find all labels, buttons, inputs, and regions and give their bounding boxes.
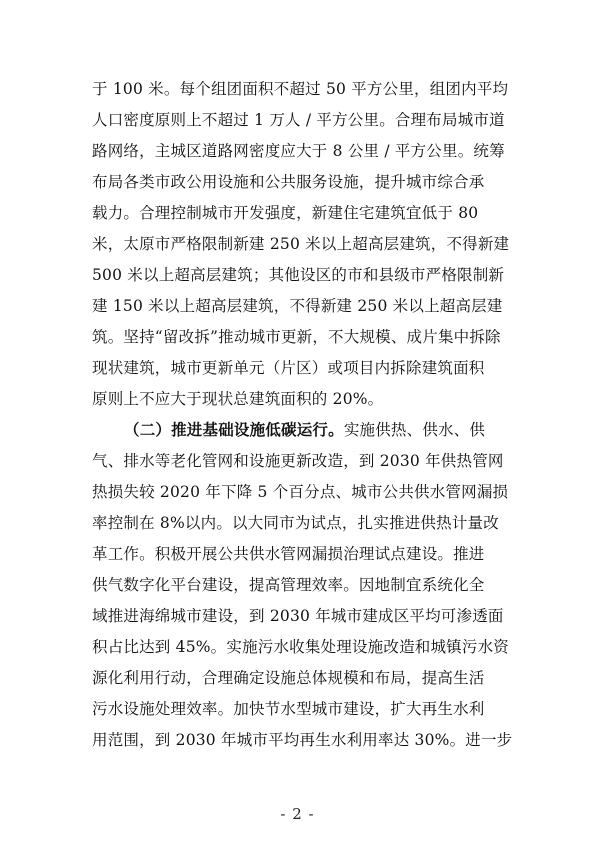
page-number: - 2 - — [280, 805, 315, 823]
paragraph-2-line-1-text: 实施供热、供水、供 — [343, 421, 486, 439]
paragraph-1-line-8: 建 150 米以上超高层建筑，不得新建 250 米以上超高层建 — [92, 297, 503, 315]
paragraph-2-line-7: 域推进海绵城市建设，到 2030 年城市建成区平均可渗透面 — [92, 607, 504, 625]
paragraph-1-line-2: 人口密度原则上不超过 1 万人 / 平方公里。合理布局城市道 — [92, 111, 505, 129]
paragraph-2-line-1 — [124, 420, 519, 440]
paragraph-2-line-3: 热损失较 2020 年下降 5 个百分点、城市公共供水管网漏损 — [92, 483, 509, 501]
paragraph-2-line-4: 率控制在 8%以内。以大同市为试点，扎实推进供热计量改 — [92, 514, 499, 532]
paragraph-1-line-6: 米，太原市严格限制新建 250 米以上超高层建筑，不得新建 — [92, 235, 510, 253]
paragraph-1-line-4: 布局各类市政公用设施和公共服务设施，提升城市综合承 — [92, 173, 485, 191]
paragraph-1-line-11: 原则上不应大于现状总建筑面积的 20%。 — [92, 390, 384, 408]
paragraph-2-line-8: 积占比达到 45%。实施污水收集处理设施改造和城镇污水资 — [92, 638, 509, 656]
section-heading: （二）推进基础设施低碳运行。 — [124, 420, 344, 439]
paragraph-1-line-9: 筑。坚持“留改拆”推动城市更新，不大规模、成片集中拆除 — [92, 328, 501, 346]
paragraph-1-line-10: 现状建筑，城市更新单元（片区）或项目内拆除建筑面积 — [92, 359, 485, 377]
paragraph-2-line-6: 供气数字化平台建设，提高管理效率。因地制宜系统化全 — [92, 576, 485, 594]
paragraph-2-line-5: 革工作。积极开展公共供水管网漏损治理试点建设。推进 — [92, 545, 485, 563]
paragraph-1-line-1: 于 100 米。每个组团面积不超过 50 平方公里，组团内平均 — [92, 80, 509, 98]
paragraph-2-line-2: 气、排水等老化管网和设施更新改造，到 2030 年供热管网 — [92, 452, 504, 470]
paragraph-2-line-9: 源化利用行动，合理确定设施总体规模和布局，提高生活 — [92, 669, 485, 687]
paragraph-2-line-11: 用范围，到 2030 年城市平均再生水利用率达 30%。进一步 — [92, 731, 513, 749]
paragraph-1-line-3: 路网络，主城区道路网密度应大于 8 公里 / 平方公里。统筹 — [92, 142, 505, 160]
paragraph-2-line-10: 污水设施处理效率。加快节水型城市建设，扩大再生水利 — [92, 700, 485, 718]
paragraph-1-line-7: 500 米以上超高层建筑；其他设区的市和县级市严格限制新 — [92, 266, 505, 284]
paragraph-1-line-5: 载力。合理控制城市开发强度，新建住宅建筑宜低于 80 — [92, 204, 479, 222]
